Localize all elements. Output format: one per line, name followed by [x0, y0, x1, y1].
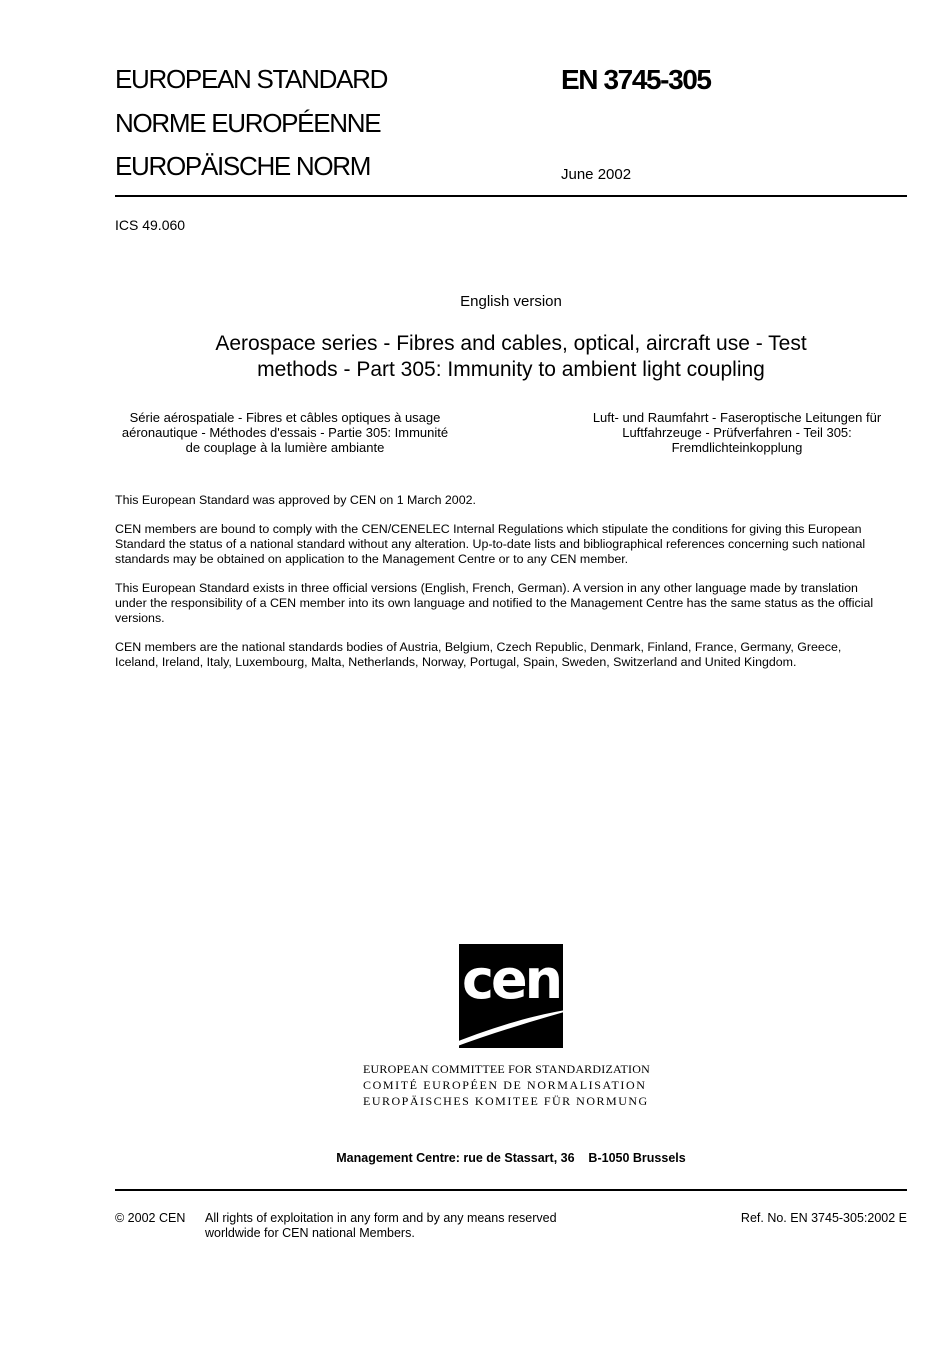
- document-title: [115, 331, 907, 383]
- rights-line: All rights of exploitation in any form and by any means reserved: [205, 1211, 557, 1225]
- paragraph-line: Iceland, Ireland, Italy, Luxembourg, Malta, Netherlands, Norway, Portugal, Spain, Sweden, Switzerland and United Kingdom.: [115, 655, 797, 669]
- german-title: [567, 410, 907, 455]
- header-divider: [115, 195, 907, 197]
- paragraph-line: under the responsibility of a CEN member into its own language and notified to the Management Centre has the same status as the official: [115, 596, 874, 610]
- committee-name-de: EUROPÄISCHES KOMITEE FÜR NORMUNG: [363, 1094, 649, 1108]
- national-bodies-paragraph: [115, 640, 907, 670]
- german-title-line: Luft- und Raumfahrt - Faseroptische Leitungen für: [592, 410, 882, 425]
- standard-title-fr: NORME EUROPÉENNE: [115, 108, 381, 138]
- versions-paragraph: [115, 581, 907, 626]
- ics-code: ICS 49.060: [115, 217, 186, 233]
- document-title-line: methods - Part 305: Immunity to ambient light coupling: [257, 358, 765, 381]
- committee-name-en: EUROPEAN COMMITTEE FOR STANDARDIZATION: [363, 1062, 650, 1076]
- reference-number: Ref. No. EN 3745-305:2002 E: [740, 1211, 907, 1225]
- rights-statement: [205, 1211, 557, 1241]
- copyright: © 2002 CEN: [115, 1211, 186, 1225]
- french-title-line: Série aérospatiale - Fibres et câbles optiques à usage: [129, 410, 441, 425]
- approval-paragraph: [115, 493, 907, 508]
- paragraph-line: Standard the status of a national standard without any alteration. Up-to-date lists and bibliographical references concerning such national: [115, 537, 866, 551]
- standard-title-de: EUROPÄISCHE NORM: [115, 151, 371, 181]
- paragraph-line: versions.: [115, 611, 165, 625]
- french-title: [115, 410, 455, 455]
- paragraph-line: This European Standard was approved by CEN on 1 March 2002.: [115, 493, 476, 507]
- paragraph-line: This European Standard exists in three official versions (English, French, German). A version in any other language made by translation: [115, 581, 858, 595]
- members-bound-paragraph: [115, 522, 907, 567]
- footer-divider: [115, 1189, 907, 1191]
- rights-line: worldwide for CEN national Members.: [205, 1226, 415, 1240]
- paragraph-line: CEN members are bound to comply with the CEN/CENELEC Internal Regulations which stipulate the conditions for giving this European: [115, 522, 862, 536]
- german-title-line: Luftfahrzeuge - Prüfverfahren - Teil 305:: [622, 425, 852, 440]
- cen-logo-text: cen: [461, 948, 561, 1011]
- paragraph-line: CEN members are the national standards bodies of Austria, Belgium, Czech Republic, Denmark, Finland, France, Germany, Greece,: [115, 640, 842, 654]
- german-title-line: Fremdlichteinkopplung: [671, 440, 803, 455]
- standard-title-en: EUROPEAN STANDARD: [115, 64, 388, 94]
- paragraph-line: standards may be obtained on application to the Management Centre or to any CEN member.: [115, 552, 629, 566]
- document-number: EN 3745-305: [561, 64, 711, 95]
- french-title-line: aéronautique - Méthodes d'essais - Partie 305: Immunité: [121, 425, 449, 440]
- committee-name-fr: COMITÉ EUROPÉEN DE NORMALISATION: [363, 1078, 647, 1092]
- management-centre-address: Management Centre: rue de Stassart, 36 B-1050 Brussels: [336, 1151, 686, 1165]
- language-version: English version: [460, 293, 562, 310]
- document-title-line: Aerospace series - Fibres and cables, optical, aircraft use - Test: [215, 332, 807, 355]
- french-title-line: de couplage à la lumière ambiante: [185, 440, 385, 455]
- publication-date: June 2002: [561, 166, 632, 183]
- cen-logo: [440, 940, 580, 1050]
